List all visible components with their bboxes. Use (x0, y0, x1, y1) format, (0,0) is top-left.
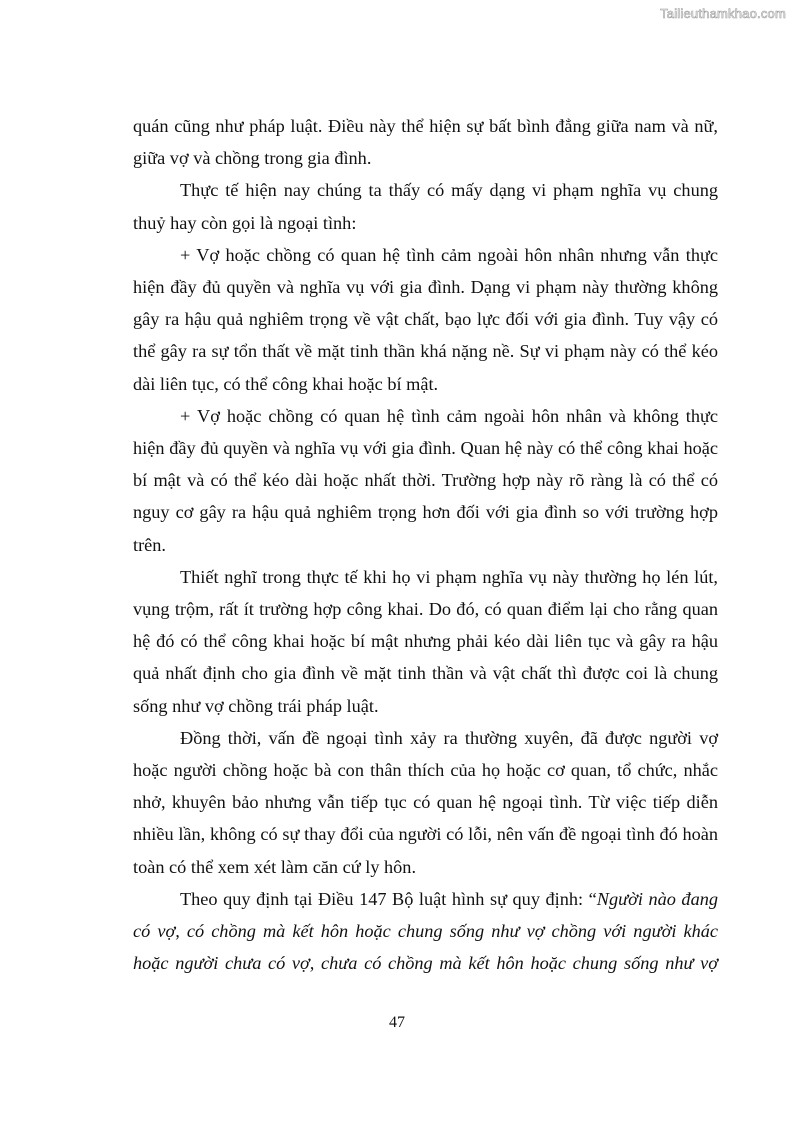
watermark-text: Tailieuthamkhao.com (660, 6, 786, 21)
paragraph-7-plain: Theo quy định tại Điều 147 Bộ luật hình sự quy định: “ (180, 888, 597, 909)
paragraph-5: Thiết nghĩ trong thực tế khi họ vi phạm nghĩa vụ này thường họ lén lút, vụng trộm, rất ít trường hợp công khai. Do đó, có quan điểm lại cho rằng quan hệ đó có thể công khai hoặc bí mật nhưng phải kéo dài liên tục và gây ra hậu quả nhất định cho gia đình về mặt tinh thần và vật chất thì được coi là chung sống như vợ chồng trái pháp luật. (133, 566, 718, 716)
paragraph-4: + Vợ hoặc chồng có quan hệ tình cảm ngoài hôn nhân và không thực hiện đầy đủ quyền và nghĩa vụ với gia đình. Quan hệ này có thể công khai hoặc bí mật và có thể kéo dài hoặc nhất thời. Trường hợp này rõ ràng là có thể có nguy cơ gây ra hậu quả nghiêm trọng hơn đối với gia đình so với trường hợp trên. (133, 405, 718, 555)
paragraph-1: quán cũng như pháp luật. Điều này thể hiện sự bất bình đẳng giữa nam và nữ, giữa vợ và chồng trong gia đình. (133, 116, 718, 169)
paragraph-7 (133, 883, 718, 980)
paragraph-3: + Vợ hoặc chồng có quan hệ tình cảm ngoài hôn nhân nhưng vẫn thực hiện đầy đủ quyền và nghĩa vụ với gia đình. Dạng vi phạm này thường không gây ra hậu quả nghiêm trọng về vật chất, bạo lực đối với gia đình. Tuy vậy có thể gây ra sự tổn thất về mặt tinh thần khá nặng nề. Sự vi phạm này có thể kéo dài liên tục, có thể công khai hoặc bí mật. (133, 244, 718, 394)
paragraph-6: Đồng thời, vấn đề ngoại tình xảy ra thường xuyên, đã được người vợ hoặc người chồng hoặc bà con thân thích của họ hoặc cơ quan, tổ chức, nhắc nhở, khuyên bảo nhưng vẫn tiếp tục có quan hệ ngoại tình. Từ việc tiếp diễn nhiều lần, không có sự thay đổi của người có lỗi, nên vấn đề ngoại tình đó hoàn toàn có thể xem xét làm căn cứ ly hôn. (133, 727, 718, 877)
page-number: 47 (389, 1014, 405, 1031)
paragraph-7-quote: Người nào đang có vợ, có chồng mà kết hôn hoặc chung sống như vợ chồng với người khác hoặc người chưa có vợ, chưa có chồng mà kết hôn hoặc chung sống như vợ (133, 888, 718, 974)
paragraph-2: Thực tế hiện nay chúng ta thấy có mấy dạng vi phạm nghĩa vụ chung thuỷ hay còn gọi là ngoại tình: (133, 180, 718, 233)
document-body (133, 110, 718, 979)
